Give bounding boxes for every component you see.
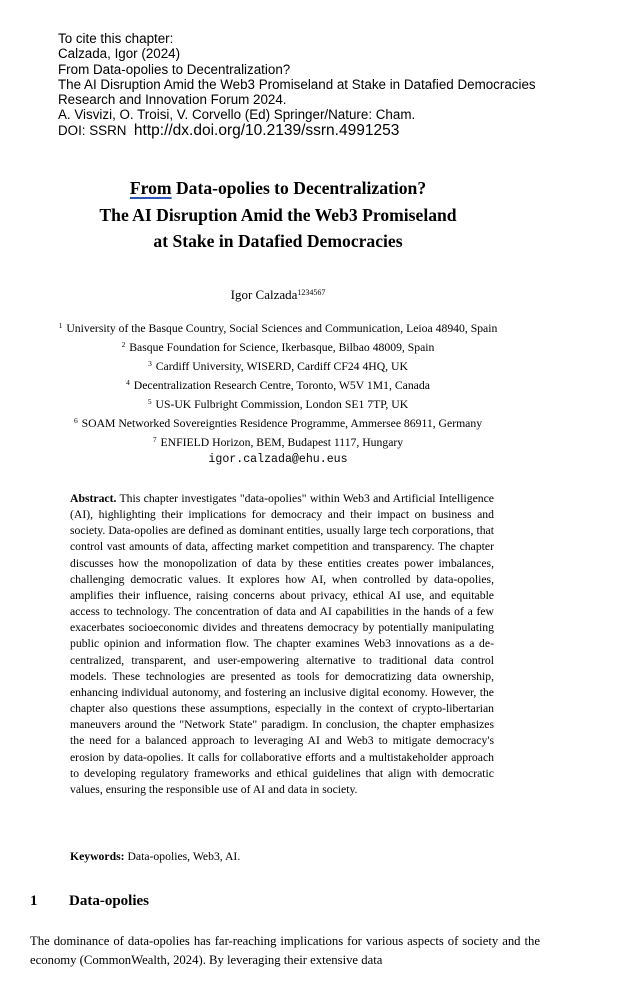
doi-link[interactable]: http://dx.doi.org/10.2139/ssrn.4991253 [133, 121, 400, 139]
citation-line: Calzada, Igor (2024) [58, 46, 181, 62]
abstract-label: Abstract. [70, 492, 117, 505]
title-underlined-word: From [129, 178, 172, 198]
section-heading [30, 893, 149, 910]
author-affiliation-marks: 1234567 [297, 288, 326, 297]
affiliation-text: Basque Foundation for Science, Ikerbasque, Bilbao 48009, Spain [129, 341, 435, 354]
title-line-1-rest: Data-opolies to Decentralization? [171, 178, 427, 198]
citation-line: To cite this chapter: [58, 31, 174, 46]
author-name: Igor Calzada [230, 287, 298, 302]
affiliation-item [0, 432, 556, 451]
author-email[interactable] [0, 451, 556, 468]
affiliation-item [0, 394, 556, 413]
title-line-1 [0, 175, 556, 202]
abstract [70, 491, 494, 798]
citation-block [58, 31, 613, 138]
affiliation-text: Decentralization Research Centre, Toronto, W5V 1M1, Canada [133, 379, 430, 392]
affiliation-number: 4 [126, 378, 130, 387]
affiliation-text: ENFIELD Horizon, BEM, Budapest 1117, Hungary [160, 436, 404, 449]
keywords-text: Data-opolies, Web3, AI. [127, 850, 241, 863]
keywords [70, 849, 494, 865]
author-line [0, 287, 556, 303]
body-paragraph: The dominance of data-opolies has far-reaching implications for various aspects of society and the economy (CommonWealth, 2024). By leveraging their extensive data [30, 934, 540, 967]
affiliation-item [0, 356, 556, 375]
citation-line: From Data-opolies to Decentralization? [58, 61, 291, 77]
affiliations [0, 318, 556, 468]
affiliation-number: 6 [73, 416, 78, 425]
affiliation-item [0, 413, 556, 432]
section-title: Data-opolies [69, 893, 149, 909]
citation-line: The AI Disruption Amid the Web3 Promiseland at Stake in Datafied Democracies [58, 76, 536, 92]
section-number: 1 [30, 893, 38, 909]
affiliation-item [0, 318, 556, 337]
email-address[interactable]: igor.calzada@ehu.eus [208, 453, 348, 466]
citation-doi-line [58, 123, 613, 138]
citation-line: Research and Innovation Forum 2024. [58, 92, 287, 108]
citation-line: A. Visvizi, O. Troisi, V. Corvello (Ed) Springer/Nature: Cham. [58, 107, 416, 123]
affiliation-text: University of the Basque Country, Social Sciences and Communication, Leioa 48940, Spain [66, 322, 498, 335]
title-line-2: The AI Disruption Amid the Web3 Promiseland [99, 204, 457, 225]
paper-title [0, 175, 556, 255]
affiliation-number: 1 [58, 321, 63, 330]
doi-label: DOI: SSRN [58, 122, 127, 138]
affiliation-number: 5 [147, 397, 152, 406]
title-line-3: at Stake in Datafied Democracies [153, 231, 403, 251]
keywords-label: Keywords: [70, 850, 125, 863]
abstract-text: This chapter investigates "data-opolies" within Web3 and Artificial Intelligence (AI), highlighting their implications for democracy and their impact on business and society. Data-opolies are defined as dominant entities, usually large tech corporations, that control vast amounts of data, affecting market competition and transparency. The chapter discusses how the monopolization of data by these entities creates power imbalances, challenging democratic values. It explores how AI, when controlled by data-opolies, amplifies their influence, raising concerns about privacy, ethical AI use, and equitable access to technology. The concentration of data and AI capabilities in the hands of a few exacerbates socioeconomic divides and threatens democracy by potentially manipulating public opinion and information flow. The chapter examines Web3 innovations as a decentralized, transparent, and user-empowering alternative to traditional data control models. These technologies are presented as tools for democratizing data ownership, enhancing individual autonomy, and fostering an inclusive digital economy. However, the chapter also questions these assumptions, especially in the context of crypto-libertarian maneuvers around the "Network State" paradigm. In conclusion, the chapter emphasizes the need for a balanced approach to leveraging AI and Web3 to mitigate democracy's erosion by data-opolies. It calls for collaborative efforts and a multistakeholder approach to developing regulatory frameworks and ethical guidelines that align with democratic values, ensuring the responsible use of AI and data in society. [70, 492, 494, 796]
affiliation-item [0, 337, 556, 356]
affiliation-number: 2 [121, 340, 126, 349]
affiliation-text: US-UK Fulbright Commission, London SE1 7TP, UK [155, 398, 409, 411]
affiliation-text: Cardiff University, WISERD, Cardiff CF24 4HQ, UK [155, 360, 408, 373]
affiliation-number: 3 [148, 359, 152, 368]
affiliation-text: SOAM Networked Sovereignties Residence Programme, Ammersee 86911, Germany [81, 417, 483, 430]
affiliation-number: 7 [152, 435, 157, 444]
affiliation-item [0, 375, 556, 394]
